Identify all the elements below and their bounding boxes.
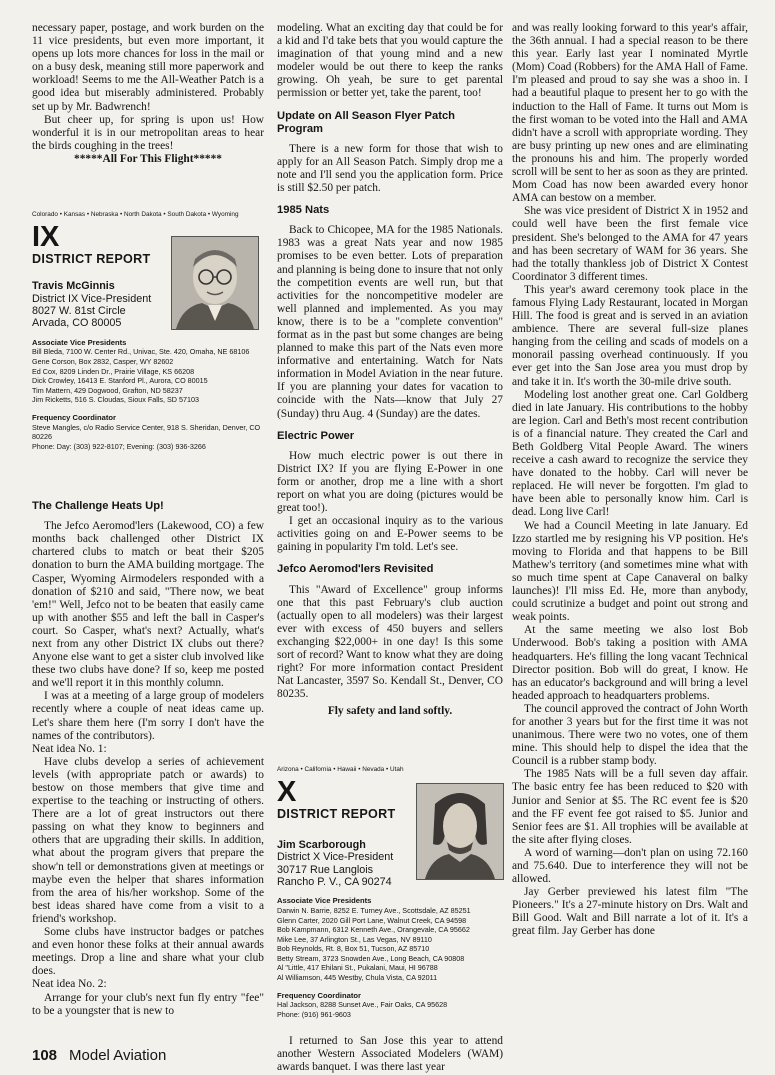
paragraph: necessary paper, postage, and work burden on the 11 vice presidents, but even more important, it opens up lots more chances for loss in the mail or on a busy desk, meaning still more paperwork and workload! Seems to me the All-Weather Patch is a good idea but miserably administered. Probably set up by Mr. Badwrench! xyxy=(32,22,264,113)
associate-vp: Mike Lee, 37 Arlington St., Las Vegas, NV 89110 xyxy=(277,934,432,944)
associate-vp: Bob Kampmann, 6312 Kenneth Ave., Orangevale, CA 95662 xyxy=(277,925,470,935)
column-3 xyxy=(512,22,748,939)
associate-vp: Darwin N. Barrie, 8252 E. Turney Ave., Scottsdale, AZ 85251 xyxy=(277,905,471,915)
associate-vp: Al Williamson, 445 Westby, Chula Vista, CA 92011 xyxy=(277,973,438,983)
vp-name: Jim Scarborough xyxy=(277,838,366,851)
paragraph: A word of warning—don't plan on using 72.160 and 75.640. Due to interference they will not be allowed. xyxy=(512,846,748,886)
frequency-coordinator-phone: Phone: (916) 961-9603 xyxy=(277,1009,351,1019)
paragraph: I get an occasional inquiry as to the various activities going on and E-Power seems to be gaining in popularity I'm told. Let's see. xyxy=(277,515,503,554)
vp-role: District X Vice-President xyxy=(277,851,394,864)
associate-vp: Glenn Carter, 2020 Gill Port Lane, Walnut Creek, CA 94598 xyxy=(277,915,467,925)
paragraph: But cheer up, for spring is upon us! How wonderful it is in our metropolitan areas to hear the birds coughing in the trees! xyxy=(32,113,264,152)
associate-vps-heading: Associate Vice Presidents xyxy=(32,337,127,347)
frequency-coordinator-address: Steve Mangles, c/o Radio Service Center, 918 S. Sheridan, Denver, CO 80226 xyxy=(32,422,261,442)
paragraph: modeling. What an exciting day that could be for a kid and I'd take bets that you would capture the imagination of that young mind and a new modeler would be out there to keep the ranks growing. Oh yeah, be sure to get parental permission or better yet, take the parent, too! xyxy=(277,22,503,100)
section-heading: The Challenge Heats Up! xyxy=(32,500,164,513)
associate-vp: Tim Mattern, 429 Dogwood, Grafton, ND 58237 xyxy=(32,385,183,395)
associate-vps xyxy=(32,338,264,405)
district-ix-report-box xyxy=(32,208,264,476)
associate-vp: Al "Little, 417 Ehilani St., Pukalani, Maui, HI 96788 xyxy=(277,963,438,973)
associate-vp: Dick Crowley, 16413 E. Stanford Pl., Aurora, CO 80015 xyxy=(32,376,208,386)
paragraph: This "Award of Excellence" group informs one that this past February's club auction (actually open to all modelers) was their largest ever with excess of 450 buyers and sellers exchanging $22,000+ in one day! Is this some sort of record? Want to know what they are doing right? For more information contact President Nat Lancaster, 3597 So. Kendall St., Denver, CO 80235. xyxy=(277,583,503,701)
paragraph: and was really looking forward to this year's affair, the 36th annual. I had a special reason to be there this year. Early last year I nominated Myrtle (Mom) Coad (Robbers) for the AMA Hall of Fame. I'm pleased and proud to say she was a shoo in. I had a beautiful plaque to present her to go with the induction to the Hall of Fame. It turns out Mom is the first woman to be voted into the Hall and AMA didn't have a scroll with appropriate wording. They are busy printing up new ones and are eliminating the pronouns his and him. The properly worded scroll will be sent to her as soon as they are printed. Mom Coad has now been awarded every honor AMA can bestow on a member. xyxy=(512,22,748,205)
district-states: Arizona • California • Hawaii • Nevada • Utah xyxy=(277,765,404,773)
frequency-coordinator-heading: Frequency Coordinator xyxy=(277,990,361,1000)
section-heading: Electric Power xyxy=(277,429,355,442)
paragraph: Modeling lost another great one. Carl Goldberg died in late January. His contributions to the hobby are legion. Carl and Beth's most recent contribution is of a financial nature. They created the Carl and Beth Goldberg Vital People Award. The winers receive a cash award to recognize the service they have donated to the hobby. Carl will never be replaced. He will never be forgotten. I'm glad to have been able to personally know him. Carl is dead. Long live Carl! xyxy=(512,388,748,519)
frequency-coordinator xyxy=(277,991,503,1020)
page-footer xyxy=(32,1047,166,1064)
portrait-image xyxy=(172,237,258,329)
district-report-title: DISTRICT REPORT xyxy=(277,806,396,821)
vp-role: District IX Vice-President xyxy=(32,292,152,305)
vp-address-line-2: Arvada, CO 80005 xyxy=(32,317,122,330)
district-number: X xyxy=(277,775,297,808)
vice-president-photo xyxy=(416,783,504,880)
district-report-title: DISTRICT REPORT xyxy=(32,252,151,267)
paragraph: She was vice president of District X in 1952 and could well have been the first female vice president. She's belonged to the AMA for 47 years and has been secretary of WAM for 36 years. She had the totally thankless job of District X Contest Coordinator 3 different times. xyxy=(512,205,748,283)
paragraph: Have clubs develop a series of achievement levels (with appropriate patch or awards) to bestow on those members that give time and expertise to the teaching or instructing of others. There are a lot of great instructors out there passing on what they know to beginners and others that are upgrading their skills. In addition, what about the program givers that prepare the show'n tell or demonstrations given at meetings or maybe even the helper that shares information from the area of his/her workshop. Some of the best ideas shared have come from a visit to a friend's workshop. xyxy=(32,755,264,925)
district-number: IX xyxy=(32,221,60,254)
district-x-report-box xyxy=(277,763,503,1019)
paragraph: The Jefco Aeromod'lers (Lakewood, CO) a few months back challenged other District IX chartered clubs to match or beat their $205 donation to burn the AMA building mortgage. The Casper, Wyoming Airmodelers responded with a donation of $210 and said, "There now, we beat 'em!" Well, Jefco not to be beaten that easily came up with another $55 and left the ball in Casper's court. So Casper, what's next? Actually, what's next from any other District IX clubs out there? Anyone else want to get a sister club involved like these two clubs have done? If so, keep me posted and we'll report it in this monthly column. xyxy=(32,520,264,690)
paragraph: How much electric power is out there in District IX? If you are flying E-Power in one form or another, drop me a line with a short report on what you are doing (pictures would be great too!). xyxy=(277,449,503,515)
associate-vp: Betty Stream, 3723 Snowden Ave., Long Beach, CA 90808 xyxy=(277,953,465,963)
sign-off: Fly safety and land softly. xyxy=(327,705,453,718)
paragraph: Jay Gerber previewed his latest film "The Pioneers." It's a 27-minute history on Drs. Walt and Bill Good. Walt and Bill narrate a lot of it. It's a great film. Jay Gerber has done xyxy=(512,886,748,938)
vp-address-line-1: 8027 W. 81st Circle xyxy=(32,305,126,318)
paragraph: Neat idea No. 2: xyxy=(32,978,107,991)
associate-vp: Jim Ricketts, 516 S. Cloudas, Sioux Falls, SD 57103 xyxy=(32,395,199,405)
column-2 xyxy=(277,22,503,1074)
paragraph: Back to Chicopee, MA for the 1985 Nationals. 1983 was a great Nats year and now 1985 promises to be even better. Lots of preparation and planning is being done to insure that not only the competition events are well run, but that activities for the noncompetitive modeler are well planned and implemented. As you may know, there is to be a "complete convention" format as in the past but some changes are being planned to make this part of the Nats even more informative and entertaining. Watch for Nats information in Model Aviation in the near future. If you are planning your dates for vacation to coincide with the Nats—know that July 27 (Sunday) thru Aug. 4 (Sunday) are the dates. xyxy=(277,224,503,420)
paragraph: I was at a meeting of a large group of modelers recently where a couple of neat ideas came up. Let's share them here (I'm sorry I don't have the names of the contributors). xyxy=(32,690,264,742)
section-heading: Jefco Aeromod'lers Revisited xyxy=(277,563,434,576)
vp-name: Travis McGinnis xyxy=(32,280,115,293)
portrait-image xyxy=(417,784,503,879)
frequency-coordinator-address: Hal Jackson, 8288 Sunset Ave., Fair Oaks, CA 95628 xyxy=(277,1000,448,1010)
paragraph: There is a new form for those that wish to apply for an All Season Patch. Simply drop me a note and I'll send you the application form. Price is still $2.50 per patch. xyxy=(277,142,503,195)
frequency-coordinator xyxy=(32,413,264,451)
paragraph: This year's award ceremony took place in the famous Flying Lady Restaurant, located in Morgan Hill. The food is great and is served in an aviation ambience. There are several full-size planes hanging from the ceiling and scads of models on a monorail passing overhead continuously. If you ever get into the San Jose area you must drop by and take it in. It's worth the 30-mile drive south. xyxy=(512,283,748,388)
column-1 xyxy=(32,22,264,1018)
associate-vps-heading: Associate Vice Presidents xyxy=(277,896,372,906)
paragraph: The council approved the contract of John Worth for another 3 years but for the first time it was not unanimous. There were two no votes, one of them mine. This should help to dispel the idea that the Council is a rubber stamp body. xyxy=(512,702,748,768)
vice-president-photo xyxy=(171,236,259,330)
district-states: Colorado • Kansas • Nebraska • North Dakota • South Dakota • Wyoming xyxy=(32,211,239,219)
paragraph: Some clubs have instructor badges or patches and even honor these folks at their annual awards meetings. Drop a line and share what your club does. xyxy=(32,926,264,978)
paragraph: The 1985 Nats will be a full seven day affair. The basic entry fee has been reduced to $20 with Junior and Senior at $5. The RC event fee is $20 and the FF event fee got raised to $5. Junior and Senior fees are $1. All trophies will be available at the site after flying closes. xyxy=(512,768,748,846)
sign-off: *****All For This Flight***** xyxy=(74,152,222,165)
frequency-coordinator-phone: Phone: Day: (303) 922-8107; Evening: (303) 936-3266 xyxy=(32,441,206,451)
frequency-coordinator-heading: Frequency Coordinator xyxy=(32,413,116,422)
associate-vps xyxy=(277,896,503,982)
section-heading: Update on All Season Flyer Patch Program xyxy=(277,109,456,135)
associate-vp: Gene Corson, Box 2832, Casper, WY 82602 xyxy=(32,357,174,367)
associate-vp: Ed Cox, 8209 Linden Dr., Prairie Village, KS 66208 xyxy=(32,366,195,376)
vp-address-line-2: Rancho P. V., CA 90274 xyxy=(277,875,392,888)
vp-address-line-1: 30717 Rue Langlois xyxy=(277,863,374,876)
page-number: 108 xyxy=(32,1047,58,1064)
paragraph: We had a Council Meeting in late January. Ed Izzo startled me by resigning his VP position. He's moving to Florida and that happens to be Bill Mathew's territory (and sometimes mine what with so much time spent at Cape Canaveral on balky launches)! I'll miss Ed. He, more than anybody, could scrutinize a budget and point out strong and weak points. xyxy=(512,519,748,624)
paragraph: Arrange for your club's next fun fly entry "fee" to be a youngster that is new to xyxy=(32,991,264,1017)
section-heading: 1985 Nats xyxy=(277,204,330,217)
magazine-name: Model Aviation xyxy=(69,1047,167,1064)
associate-vp: Bob Reynolds, Rt. 8, Box 51, Tucson, AZ 85710 xyxy=(277,944,430,954)
paragraph: At the same meeting we also lost Bob Underwood. Bob's taking a position with AMA headquarters. He's filling the long vacant Technical Director position. Bob will do great, I know. He has an educator's background and will bring a level headed approach to headquarters problems. xyxy=(512,624,748,702)
paragraph: I returned to San Jose this year to attend another Western Associated Modelers (WAM) awards banquet. I was there last year xyxy=(277,1034,503,1073)
associate-vp: Bill Bleda, 7100 W. Center Rd., Univac, Ste. 420, Omaha, NE 68106 xyxy=(32,347,250,357)
paragraph: Neat idea No. 1: xyxy=(32,742,107,755)
